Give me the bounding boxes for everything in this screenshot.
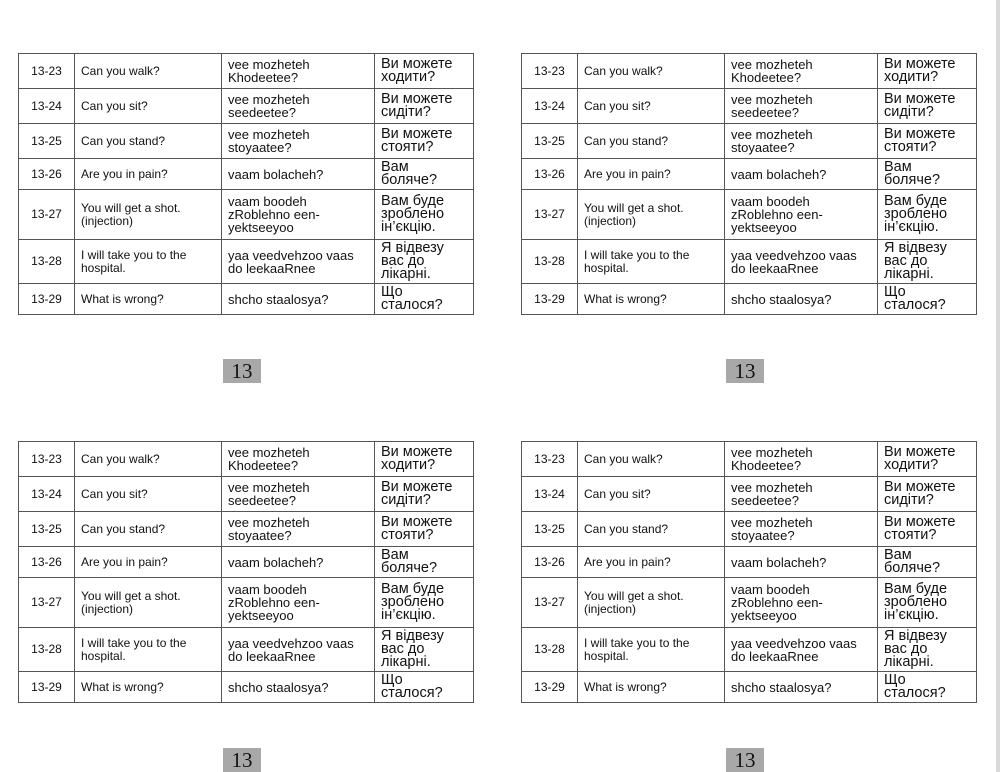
pronunciation: vee mozheteh stoyaatee? [725, 512, 878, 547]
ukrainian-phrase: Вам боляче? [878, 159, 977, 190]
english-phrase: Can you sit? [75, 89, 222, 124]
page-number-badge: 13 [223, 748, 261, 772]
pronunciation: vaam bolacheh? [725, 547, 878, 578]
table-row [522, 159, 977, 190]
phrase-number: 13-27 [19, 578, 75, 628]
english-phrase: Are you in pain? [75, 547, 222, 578]
table-row [19, 159, 474, 190]
english-phrase: Can you walk? [75, 54, 222, 89]
phrase-card-top-right [521, 53, 977, 315]
pronunciation: shcho staalosya? [725, 672, 878, 703]
table-row [19, 547, 474, 578]
phrase-number: 13-23 [522, 54, 578, 89]
pronunciation: yaa veedvehzoo vaas do leekaaRnee [222, 240, 375, 284]
phrase-number: 13-28 [522, 628, 578, 672]
table-row [19, 240, 474, 284]
ukrainian-phrase: Вам боляче? [375, 547, 474, 578]
table-row [19, 54, 474, 89]
phrase-number: 13-29 [522, 284, 578, 315]
ukrainian-phrase: Ви можете ходити? [375, 54, 474, 89]
english-phrase: Can you sit? [578, 89, 725, 124]
phrase-number: 13-25 [522, 512, 578, 547]
table-row [522, 442, 977, 477]
table-row [19, 190, 474, 240]
ukrainian-phrase: Я відвезу вас до лікарні. [878, 240, 977, 284]
ukrainian-phrase: Ви можете ходити? [375, 442, 474, 477]
phrase-number: 13-24 [522, 477, 578, 512]
ukrainian-phrase: Ви можете сидіти? [878, 477, 977, 512]
english-phrase: You will get a shot. (injection) [578, 578, 725, 628]
page-number-badge: 13 [726, 359, 764, 383]
english-phrase: What is wrong? [578, 284, 725, 315]
table-row [522, 628, 977, 672]
phrase-card-top-left [18, 53, 474, 315]
pronunciation: vaam bolacheh? [725, 159, 878, 190]
table-row [522, 240, 977, 284]
phrase-number: 13-24 [19, 89, 75, 124]
pronunciation: shcho staalosya? [222, 672, 375, 703]
table-row [522, 547, 977, 578]
phrase-table [18, 441, 474, 703]
ukrainian-phrase: Ви можете стояти? [375, 512, 474, 547]
phrase-number: 13-26 [522, 547, 578, 578]
phrase-number: 13-28 [19, 240, 75, 284]
phrase-number: 13-29 [522, 672, 578, 703]
english-phrase: What is wrong? [75, 672, 222, 703]
ukrainian-phrase: Вам буде зроблено ін’єкцію. [375, 578, 474, 628]
pronunciation: yaa veedvehzoo vaas do leekaaRnee [222, 628, 375, 672]
ukrainian-phrase: Ви можете сидіти? [878, 89, 977, 124]
phrase-number: 13-29 [19, 284, 75, 315]
ukrainian-phrase: Що сталося? [375, 284, 474, 315]
ukrainian-phrase: Ви можете сидіти? [375, 477, 474, 512]
table-row [19, 578, 474, 628]
phrase-number: 13-23 [19, 442, 75, 477]
english-phrase: What is wrong? [578, 672, 725, 703]
english-phrase: Are you in pain? [75, 159, 222, 190]
phrase-number: 13-25 [522, 124, 578, 159]
pronunciation: shcho staalosya? [222, 284, 375, 315]
pronunciation: shcho staalosya? [725, 284, 878, 315]
table-row [19, 477, 474, 512]
phrase-number: 13-24 [522, 89, 578, 124]
phrase-table [521, 53, 977, 315]
phrase-number: 13-27 [522, 578, 578, 628]
pronunciation: vee mozheteh seedeetee? [222, 89, 375, 124]
table-row [19, 672, 474, 703]
table-row [19, 442, 474, 477]
english-phrase: Can you walk? [578, 54, 725, 89]
ukrainian-phrase: Я відвезу вас до лікарні. [375, 628, 474, 672]
ukrainian-phrase: Ви можете ходити? [878, 442, 977, 477]
phrase-number: 13-27 [522, 190, 578, 240]
ukrainian-phrase: Вам буде зроблено ін’єкцію. [878, 578, 977, 628]
ukrainian-phrase: Вам боляче? [878, 547, 977, 578]
pronunciation: vee mozheteh Khodeetee? [725, 442, 878, 477]
english-phrase: I will take you to the hospital. [75, 240, 222, 284]
ukrainian-phrase: Вам боляче? [375, 159, 474, 190]
english-phrase: You will get a shot. (injection) [75, 578, 222, 628]
pronunciation: vaam bolacheh? [222, 159, 375, 190]
page-number-badge: 13 [726, 748, 764, 772]
english-phrase: Can you walk? [75, 442, 222, 477]
english-phrase: Are you in pain? [578, 159, 725, 190]
pronunciation: yaa veedvehzoo vaas do leekaaRnee [725, 240, 878, 284]
phrase-number: 13-25 [19, 512, 75, 547]
english-phrase: Can you sit? [578, 477, 725, 512]
pronunciation: vaam boodeh zRoblehno een-yektseeyoo [222, 190, 375, 240]
pronunciation: vaam bolacheh? [222, 547, 375, 578]
table-row [522, 578, 977, 628]
pronunciation: vaam boodeh zRoblehno een-yektseeyoo [725, 190, 878, 240]
phrase-number: 13-26 [19, 547, 75, 578]
phrase-number: 13-23 [19, 54, 75, 89]
table-row [19, 124, 474, 159]
english-phrase: I will take you to the hospital. [578, 628, 725, 672]
table-row [522, 190, 977, 240]
table-row [522, 672, 977, 703]
ukrainian-phrase: Я відвезу вас до лікарні. [878, 628, 977, 672]
pronunciation: vee mozheteh seedeetee? [725, 477, 878, 512]
table-row [522, 512, 977, 547]
english-phrase: Are you in pain? [578, 547, 725, 578]
ukrainian-phrase: Ви можете стояти? [375, 124, 474, 159]
table-row [19, 284, 474, 315]
ukrainian-phrase: Що сталося? [878, 672, 977, 703]
ukrainian-phrase: Ви можете стояти? [878, 124, 977, 159]
pronunciation: vee mozheteh Khodeetee? [222, 442, 375, 477]
pronunciation: yaa veedvehzoo vaas do leekaaRnee [725, 628, 878, 672]
pronunciation: vee mozheteh stoyaatee? [725, 124, 878, 159]
ukrainian-phrase: Вам буде зроблено ін’єкцію. [878, 190, 977, 240]
pronunciation: vee mozheteh seedeetee? [222, 477, 375, 512]
english-phrase: Can you sit? [75, 477, 222, 512]
page-edge-shade [996, 0, 1000, 772]
english-phrase: What is wrong? [75, 284, 222, 315]
pronunciation: vaam boodeh zRoblehno een-yektseeyoo [725, 578, 878, 628]
phrase-number: 13-27 [19, 190, 75, 240]
table-row [19, 628, 474, 672]
pronunciation: vee mozheteh stoyaatee? [222, 512, 375, 547]
phrase-card-bottom-right [521, 441, 977, 703]
table-row [522, 477, 977, 512]
english-phrase: I will take you to the hospital. [75, 628, 222, 672]
table-row [522, 54, 977, 89]
table-row [19, 512, 474, 547]
phrase-number: 13-26 [19, 159, 75, 190]
pronunciation: vee mozheteh Khodeetee? [725, 54, 878, 89]
phrase-card-bottom-left [18, 441, 474, 703]
english-phrase: Can you stand? [578, 512, 725, 547]
phrase-number: 13-26 [522, 159, 578, 190]
ukrainian-phrase: Ви можете сидіти? [375, 89, 474, 124]
phrase-number: 13-25 [19, 124, 75, 159]
english-phrase: Can you stand? [75, 124, 222, 159]
phrase-number: 13-23 [522, 442, 578, 477]
english-phrase: Can you stand? [75, 512, 222, 547]
pronunciation: vee mozheteh Khodeetee? [222, 54, 375, 89]
ukrainian-phrase: Ви можете стояти? [878, 512, 977, 547]
english-phrase: Can you stand? [578, 124, 725, 159]
pronunciation: vee mozheteh stoyaatee? [222, 124, 375, 159]
english-phrase: You will get a shot. (injection) [75, 190, 222, 240]
ukrainian-phrase: Вам буде зроблено ін’єкцію. [375, 190, 474, 240]
phrase-table [521, 441, 977, 703]
table-row [522, 89, 977, 124]
table-row [522, 124, 977, 159]
phrase-number: 13-28 [522, 240, 578, 284]
english-phrase: You will get a shot. (injection) [578, 190, 725, 240]
pronunciation: vee mozheteh seedeetee? [725, 89, 878, 124]
phrase-table [18, 53, 474, 315]
ukrainian-phrase: Що сталося? [375, 672, 474, 703]
pronunciation: vaam boodeh zRoblehno een-yektseeyoo [222, 578, 375, 628]
table-row [19, 89, 474, 124]
phrase-number: 13-29 [19, 672, 75, 703]
table-row [522, 284, 977, 315]
phrase-number: 13-28 [19, 628, 75, 672]
ukrainian-phrase: Ви можете ходити? [878, 54, 977, 89]
phrase-number: 13-24 [19, 477, 75, 512]
page-number-badge: 13 [223, 359, 261, 383]
ukrainian-phrase: Я відвезу вас до лікарні. [375, 240, 474, 284]
ukrainian-phrase: Що сталося? [878, 284, 977, 315]
english-phrase: Can you walk? [578, 442, 725, 477]
english-phrase: I will take you to the hospital. [578, 240, 725, 284]
